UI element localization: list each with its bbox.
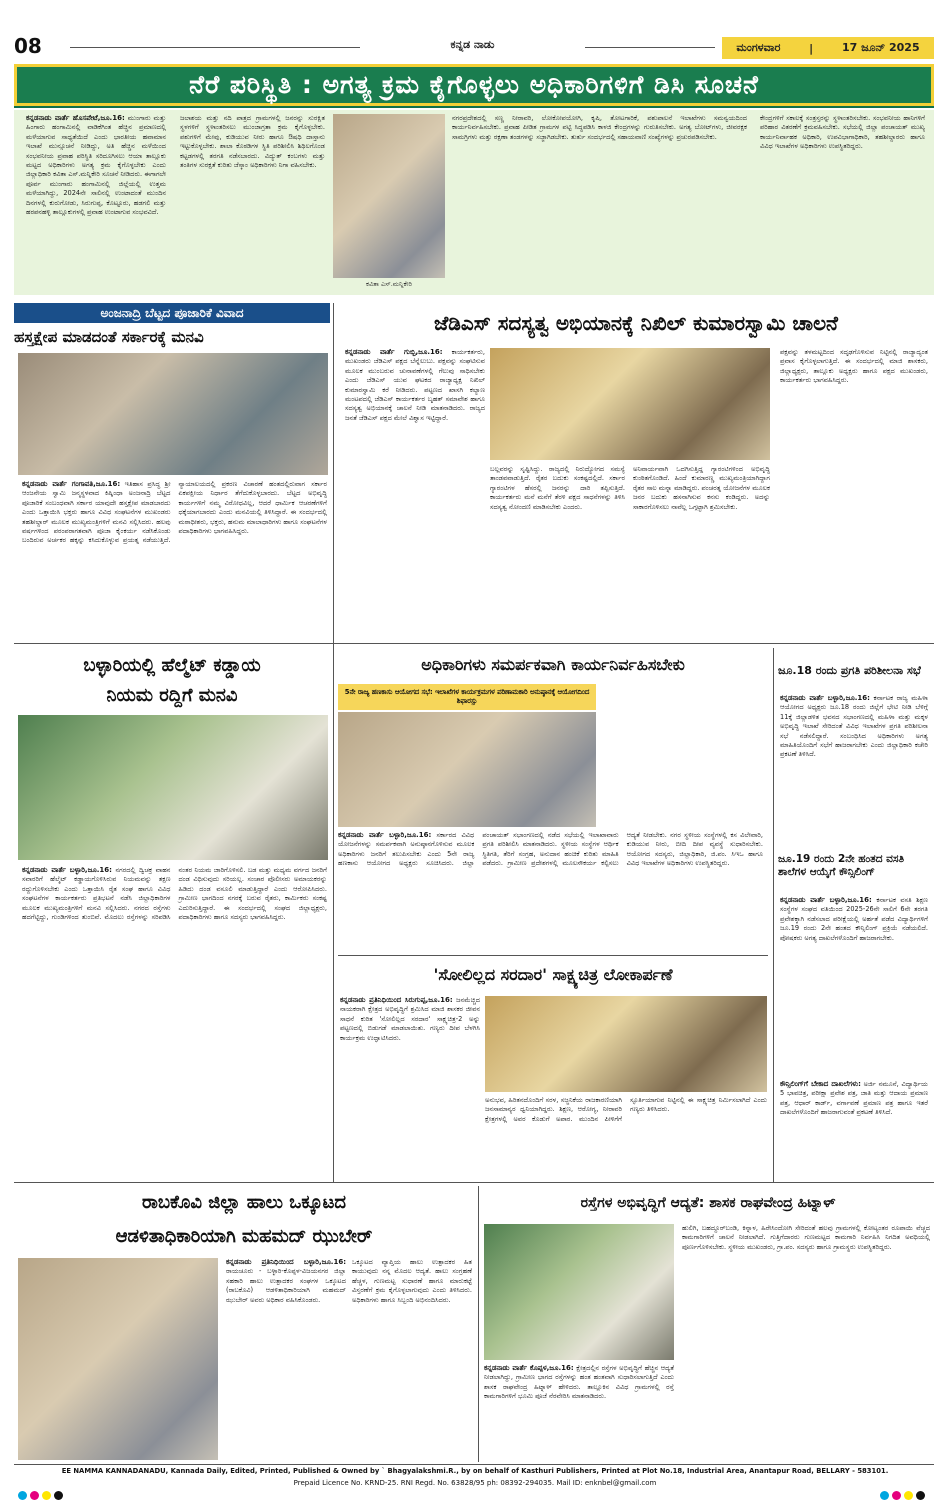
- hostel-contacts-block: [780, 1080, 928, 1176]
- black-mark: [54, 1491, 63, 1500]
- sardar-body-1: ಜನಮೆಚ್ಚಿದ ನಾಯಕರಾಗಿ ಕ್ಷೇತ್ರದ ಅಭಿವೃದ್ಧಿಗೆ ಶ್ರಮಿಸಿದ ಮಾಜಿ ಶಾಸಕರ ಜೀವನ ಸಾಧನೆ ಕುರಿತ 'ಸೋಲಿಲ್ಲದ ಸರದಾರ' ಸಾಕ್ಷ್ಯಚಿತ್ರ-2 ಅನ್ನು ಪಟ್ಟಣದಲ್ಲಿ ಬಿಡುಗಡೆ ಮಾಡಲಾಯಿತು. ಗಣ್ಯರು ದೀಪ ಬೆಳಗಿಸಿ ಕಾರ್ಯಕ್ರಮ ಉದ್ಘಾಟಿಸಿದರು.: [340, 996, 480, 1042]
- jds-body-3: ಅನಿವಾರ್ಯವಾಗಿ ಒದಗಿಸುತ್ತಿದ್ದ ಗ್ಯಾರಂಟಿಗಳಿಂದ ಅಭಿವೃದ್ಧಿ ಕುಂಠಿತಗೊಂಡಿದೆ. ಹಿಂದೆ ಕುಮಾರಣ್ಣ ಮುಖ್ಯಮಂತ್ರಿಯಾಗಿದ್ದಾಗ ರೈತರ ಸಾಲ ಮನ್ನಾ ಮಾಡಿದ್ದರು. ಪಂಚರತ್ನ ಯೋಜನೆಗಳ ಮೂಲಕ ಜನರ ಬದುಕು ಹಸನಾಗಿಸುವ ಕನಸು ಕಂಡಿದ್ದರು. ಅದನ್ನು ಸಾಕಾರಗೊಳಿಸಲು ನಾವೆಲ್ಲ ಒಗ್ಗಟ್ಟಾಗಿ ಶ್ರಮಿಸಬೇಕು.: [633, 465, 770, 511]
- jds-photo: [490, 348, 770, 460]
- footer-licence: Prepaid Licence No. KRND-25. RNI Regd. No. 63828/95 ph: 08392-294035. Mail ID: enknbel@gmail.com: [293, 1479, 657, 1487]
- roads-body-1: ಕ್ಷೇತ್ರದಲ್ಲಿನ ರಸ್ತೆಗಳ ಅಭಿವೃದ್ಧಿಗೆ ಹೆಚ್ಚಿನ ಆದ್ಯತೆ ನೀಡಲಾಗಿದ್ದು, ಗ್ರಾಮೀಣ ಭಾಗದ ರಸ್ತೆಗಳನ್ನು ಹಂತ ಹಂತವಾಗಿ ಸುಧಾರಿಸಲಾಗುತ್ತಿದೆ ಎಂದು ಶಾಸಕ ರಾಘವೇಂದ್ರ ಹಿಟ್ನಾಳ್ ಹೇಳಿದರು. ತಾಲ್ಲೂಕಿನ ವಿವಿಧ ಗ್ರಾಮಗಳಲ್ಲಿ ರಸ್ತೆ ಕಾಮಗಾರಿಗಳಿಗೆ ಭೂಮಿ ಪೂಜೆ ನೆರವೇರಿಸಿ ಮಾತನಾಡಿದರು.: [484, 1364, 674, 1401]
- sardar-col-1: [340, 996, 480, 1176]
- date-divider: |: [809, 41, 814, 55]
- officers-subhead: 5ನೇ ರಾಜ್ಯ ಹಣಕಾಸು ಆಯೋಗದ ಸಭೆ: ಇಲಾಖೆಗಳ ಕಾರ್ಯಕ್ರಮಗಳ ಪರಿಣಾಮಕಾರಿ ಅನುಷ್ಠಾನಕ್ಕೆ ಆಯೋಗದಿಂದ ಶಿಫಾರಸ್ಸು: [338, 684, 596, 710]
- lead-body-4: ಕೇಂದ್ರಗಳಿಗೆ ಸಕಾಲಕ್ಕೆ ಸಂತ್ರಸ್ತರನ್ನು ಸ್ಥಳಾಂತರಿಸಬೇಕು. ಸಂಭವನೀಯ ಹಾನಿಗಳಿಗೆ ಪರಿಹಾರ ವಿತರಣೆಗೆ ಕ್ರಮವಹಿಸಬೇಕು. ಸಭೆಯಲ್ಲಿ ಜಿಲ್ಲಾ ಪಂಚಾಯತ್ ಮುಖ್ಯ ಕಾರ್ಯನಿರ್ವಾಹಕ ಅಧಿಕಾರಿ, ಉಪವಿಭಾಗಾಧಿಕಾರಿ, ತಹಶೀಲ್ದಾರರು ಹಾಗೂ ವಿವಿಧ ಇಲಾಖೆಗಳ ಅಧಿಕಾರಿಗಳು ಉಪಸ್ಥಿತರಿದ್ದರು.: [760, 114, 925, 151]
- anjanadri-kicker: ಅಂಜನಾದ್ರಿ ಬೆಟ್ಟದ ಪೂಜಾರಿಕೆ ವಿವಾದ: [100, 305, 244, 320]
- lead-headline-bar: [14, 64, 934, 108]
- jds-body-4: ಪಕ್ಷವನ್ನು ತಳಮಟ್ಟದಿಂದ ಸದೃಢಗೊಳಿಸುವ ನಿಟ್ಟಿನಲ್ಲಿ ರಾಜ್ಯಾದ್ಯಂತ ಪ್ರವಾಸ ಕೈಗೊಳ್ಳಲಾಗುತ್ತಿದೆ. ಈ ಸಂದರ್ಭದಲ್ಲಿ ಮಾಜಿ ಶಾಸಕರು, ಜಿಲ್ಲಾಧ್ಯಕ್ಷರು, ತಾಲ್ಲೂಕು ಅಧ್ಯಕ್ಷರು ಹಾಗೂ ಪಕ್ಷದ ಮುಖಂಡರು, ಕಾರ್ಯಕರ್ತರು ಭಾಗವಹಿಸಿದ್ದರು.: [780, 348, 928, 385]
- masthead-rule-right: [585, 47, 715, 48]
- sardar-headline: 'ಸೋಲಿಲ್ಲದ ಸರದಾರ' ಸಾಕ್ಷ್ಯಚಿತ್ರ ಲೋಕಾರ್ಪಣೆ: [433, 965, 673, 984]
- sardar-dateline: ಕನ್ನಡನಾಡು ಪ್ರತಿನಿಧಿಯಿಂದ ಸಿರುಗುಪ್ಪ,ಜೂ.16:: [340, 996, 453, 1004]
- milk-col-1: [226, 1258, 346, 1458]
- hostel-contacts-label: ಕೌನ್ಸಿಲಿಂಗ್‌ಗೆ ಬೇಕಾದ ದಾಖಲೆಗಳು:: [780, 1080, 861, 1088]
- milk-headline-2: ಆಡಳಿತಾಧಿಕಾರಿಯಾಗಿ ಮಹಮದ್ ಝುಬೇರ್: [115, 1225, 373, 1247]
- roads-body-2: ಹುಲಿಗಿ, ಬಹದ್ದೂರ್‌ಬಂಡಿ, ಕಿನ್ನಾಳ, ಹಿರೇಸಿಂದೋಗಿ ಸೇರಿದಂತೆ ಹಲವು ಗ್ರಾಮಗಳಲ್ಲಿ ಕೋಟ್ಯಂತರ ರೂಪಾಯಿ ವೆಚ್ಚದ ಕಾಮಗಾರಿಗಳಿಗೆ ಚಾಲನೆ ನೀಡಲಾಗಿದೆ. ಗುತ್ತಿಗೆದಾರರು ಗುಣಮಟ್ಟದ ಕಾಮಗಾರಿ ನಿರ್ವಹಿಸಿ ನಿಗದಿತ ಅವಧಿಯಲ್ಲಿ ಪೂರ್ಣಗೊಳಿಸಬೇಕು. ಸ್ಥಳೀಯ ಮುಖಂಡರು, ಗ್ರಾ.ಪಂ. ಸದಸ್ಯರು ಹಾಗೂ ಗ್ರಾಮಸ್ಥರು ಉಪಸ್ಥಿತರಿದ್ದರು.: [682, 1224, 930, 1251]
- officers-headline: ಅಧಿಕಾರಿಗಳು ಸಮರ್ಪಕವಾಗಿ ಕಾರ್ಯನಿರ್ವಹಿಸಬೇಕು: [421, 655, 685, 674]
- lead-photo: [333, 114, 445, 278]
- anjanadri-photo: [18, 353, 328, 475]
- page-number: 08: [14, 34, 42, 58]
- cyan-mark: [18, 1491, 27, 1500]
- jds-col-2: [490, 465, 625, 637]
- date-block: [722, 37, 934, 59]
- anjanadri-dateline: ಕನ್ನಡನಾಡು ವಾರ್ತೆ ಗಂಗಾವತಿ,ಜೂ.16:: [22, 480, 121, 488]
- lead-headline: ನೆರೆ ಪರಿಸ್ಥಿತಿ : ಅಗತ್ಯ ಕ್ರಮ ಕೈಗೊಳ್ಳಲು ಅಧಿಕಾರಿಗಳಿಗೆ ಡಿಸಿ ಸೂಚನೆ: [17, 67, 931, 103]
- lead-col-1: [26, 114, 166, 292]
- black-mark: [916, 1491, 925, 1500]
- jds-col-4: [780, 348, 928, 636]
- registration-marks-left: [18, 1491, 63, 1500]
- progress-body: ಕರ್ನಾಟಕ ರಾಜ್ಯ ಮಹಿಳಾ ಆಯೋಗದ ಅಧ್ಯಕ್ಷರು ಜೂ.18 ರಂದು ಜಿಲ್ಲೆಗೆ ಭೇಟಿ ನೀಡಿ ಬೆಳಿಗ್ಗೆ 11ಕ್ಕೆ ಜಿಲ್ಲಾಡಳಿತ ಭವನದ ಸಭಾಂಗಣದಲ್ಲಿ ಮಹಿಳಾ ಮತ್ತು ಮಕ್ಕಳ ಅಭಿವೃದ್ಧಿ ಇಲಾಖೆ ಸೇರಿದಂತೆ ವಿವಿಧ ಇಲಾಖೆಗಳ ಪ್ರಗತಿ ಪರಿಶೀಲನಾ ಸಭೆ ನಡೆಸಲಿದ್ದಾರೆ. ಸಂಬಂಧಿಸಿದ ಅಧಿಕಾರಿಗಳು ಅಗತ್ಯ ಮಾಹಿತಿಯೊಂದಿಗೆ ಸಭೆಗೆ ಹಾಜರಾಗಬೇಕು ಎಂದು ಜಿಲ್ಲಾಧಿಕಾರಿ ಕಚೇರಿ ಪ್ರಕಟಣೆ ತಿಳಿಸಿದೆ.: [780, 694, 928, 759]
- officers-body-block: [338, 831, 763, 953]
- lead-col-2: [180, 114, 325, 292]
- jds-headline: ಜೆಡಿಎಸ್ ಸದಸ್ಯತ್ವ ಅಭಿಯಾನಕ್ಕೆ ನಿಖಿಲ್ ಕುಮಾರಸ್ವಾಮಿ ಚಾಲನೆ: [434, 311, 838, 335]
- magenta-mark: [892, 1491, 901, 1500]
- sardar-body-block: [485, 1096, 767, 1176]
- milk-col-2: [352, 1258, 472, 1458]
- yellow-mark: [904, 1491, 913, 1500]
- roads-col-2: [682, 1224, 930, 1460]
- lead-dateline: ಕನ್ನಡನಾಡು ವಾರ್ತೆ ಹೊಸಪೇಟೆ,ಜೂ.16:: [26, 114, 125, 122]
- helmet-dateline: ಕನ್ನಡನಾಡು ವಾರ್ತೆ ಬಳ್ಳಾರಿ,ಜೂ.16:: [22, 866, 112, 874]
- milk-photo: [18, 1258, 218, 1460]
- column-rule: [333, 303, 334, 1183]
- lead-col-4: [760, 114, 925, 292]
- progress-dateline: ಕನ್ನಡನಾಡು ವಾರ್ತೆ ಬಳ್ಳಾರಿ,ಜೂ.16:: [780, 694, 870, 702]
- paper-name-logo: ಕನ್ನಡ ನಾಡು: [450, 38, 495, 51]
- hostel-body: ಕರ್ನಾಟಕ ವಸತಿ ಶಿಕ್ಷಣ ಸಂಸ್ಥೆಗಳ ಸಂಘದ ವತಿಯಿಂದ 2025-26ನೇ ಸಾಲಿಗೆ 6ನೇ ತರಗತಿ ಪ್ರವೇಶಕ್ಕಾಗಿ ನಡೆಸಲಾದ ಪರೀಕ್ಷೆಯಲ್ಲಿ ಅರ್ಹತೆ ಪಡೆದ ವಿದ್ಯಾರ್ಥಿಗಳಿಗೆ ಜೂ.19 ರಂದು 2ನೇ ಹಂತದ ಕೌನ್ಸಿಲಿಂಗ್ ಪ್ರಕ್ರಿಯೆ ನಡೆಯಲಿದೆ. ಪೋಷಕರು ಅಗತ್ಯ ದಾಖಲೆಗಳೊಂದಿಗೆ ಹಾಜರಾಗಬೇಕು.: [780, 896, 928, 942]
- roads-photo: [484, 1224, 674, 1360]
- lead-body-3: ನಗರಪ್ರದೇಶದಲ್ಲಿ ಸಣ್ಣ ನೀರಾವರಿ, ಲೋಕೋಪಯೋಗಿ, ಕೃಷಿ, ತೋಟಗಾರಿಕೆ, ಪಶುಪಾಲನೆ ಇಲಾಖೆಗಳು ಸಮನ್ವಯದಿಂದ ಕಾರ್ಯನಿರ್ವಹಿಸಬೇಕು. ಪ್ರವಾಹ ಪೀಡಿತ ಗ್ರಾಮಗಳ ಪಟ್ಟಿ ಸಿದ್ಧಪಡಿಸಿ ಕಾಳಜಿ ಕೇಂದ್ರಗಳನ್ನು ಗುರುತಿಸಬೇಕು. ಅಗತ್ಯ ಬೋಟ್‌ಗಳು, ಜೀವರಕ್ಷಕ ಸಾಮಗ್ರಿಗಳು ಮತ್ತು ರಕ್ಷಣಾ ತಂಡಗಳನ್ನು ಸಜ್ಜಾಗಿಡಬೇಕು. ತುರ್ತು ಸಂದರ್ಭದಲ್ಲಿ ಸಹಾಯವಾಣಿ ಸಂಖ್ಯೆಗಳನ್ನು ಪ್ರಚುರಪಡಿಸಬೇಕು.: [452, 114, 747, 141]
- anjanadri-kicker-bar: [14, 303, 330, 323]
- hostel-headline: ಜೂ.19 ರಂದು 2ನೇ ಹಂತದ ವಸತಿ ಶಾಲೆಗಳ ಆಯ್ಕೆಗೆ ಕೌನ್ಸಿಲಿಂಗ್: [778, 853, 905, 878]
- milk-headline-1: ರಾಬಕೊವಿ ಜಿಲ್ಲಾ ಹಾಲು ಒಕ್ಕೂಟದ: [141, 1191, 347, 1213]
- registration-marks-right: [880, 1491, 925, 1500]
- section-rule: [338, 955, 768, 956]
- officers-dateline: ಕನ್ನಡನಾಡು ವಾರ್ತೆ ಬಳ್ಳಾರಿ,ಜೂ.16:: [338, 831, 432, 839]
- column-rule: [478, 1186, 479, 1462]
- jds-col-3: [633, 465, 770, 637]
- footer-rule: [14, 1464, 934, 1465]
- magenta-mark: [30, 1491, 39, 1500]
- anjanadri-headline: ಹಸ್ತಕ್ಷೇಪ ಮಾಡದಂತೆ ಸರ್ಕಾರಕ್ಕೆ ಮನವಿ: [14, 328, 204, 346]
- roads-headline: ರಸ್ತೆಗಳ ಅಭಿವೃದ್ಧಿಗೆ ಆದ್ಯತೆ: ಶಾಸಕ ರಾಘವೇಂದ್ರ ಹಿಟ್ನಾಳ್: [580, 1195, 836, 1211]
- section-rule: [14, 643, 934, 644]
- helmet-headline-2: ನಿಯಮ ರದ್ದಿಗೆ ಮನವಿ: [106, 684, 238, 706]
- masthead-rule: [70, 47, 360, 48]
- helmet-photo: [18, 715, 328, 860]
- lead-body-2: ಜಲಾಶಯ ಮತ್ತು ನದಿ ಪಾತ್ರದ ಗ್ರಾಮಗಳಲ್ಲಿ ಜನರನ್ನು ಸುರಕ್ಷಿತ ಸ್ಥಳಗಳಿಗೆ ಸ್ಥಳಾಂತರಿಸಲು ಮುಂಜಾಗ್ರತಾ ಕ್ರಮ ಕೈಗೊಳ್ಳಬೇಕು. ಪಶುಗಳಿಗೆ ಮೇವು, ಕುಡಿಯುವ ನೀರು ಹಾಗೂ ಔಷಧಿ ದಾಸ್ತಾನು ಇಟ್ಟುಕೊಳ್ಳಬೇಕು. ಶಾಲಾ ಕೊಠಡಿಗಳ ಸ್ಥಿತಿ ಪರಿಶೀಲಿಸಿ ಶಿಥಿಲಗೊಂಡ ಕಟ್ಟಡಗಳಲ್ಲಿ ತರಗತಿ ನಡೆಸಬಾರದು. ವಿದ್ಯುತ್ ಕಂಬಗಳು ಮತ್ತು ತಂತಿಗಳ ಸುರಕ್ಷತೆ ಕುರಿತು ಜೆಸ್ಕಾಂ ಅಧಿಕಾರಿಗಳು ನಿಗಾ ವಹಿಸಬೇಕು.: [180, 114, 325, 170]
- hostel-dateline: ಕನ್ನಡನಾಡು ವಾರ್ತೆ ಬಳ್ಳಾರಿ,ಜೂ.16:: [780, 896, 872, 904]
- milk-body-2: ಒಕ್ಕೂಟದ ವ್ಯಾಪ್ತಿಯ ಹಾಲು ಉತ್ಪಾದಕರ ಹಿತ ಕಾಯುವುದು ನನ್ನ ಮೊದಲ ಆದ್ಯತೆ. ಹಾಲು ಸಂಗ್ರಹಣೆ ಹೆಚ್ಚಳ, ಗುಣಮಟ್ಟ ಸುಧಾರಣೆ ಹಾಗೂ ಮಾರುಕಟ್ಟೆ ವಿಸ್ತರಣೆಗೆ ಕ್ರಮ ಕೈಗೊಳ್ಳಲಾಗುವುದು ಎಂದು ತಿಳಿಸಿದರು. ಅಧಿಕಾರಿಗಳು ಹಾಗೂ ಸಿಬ್ಬಂದಿ ಅಭಿನಂದಿಸಿದರು.: [352, 1258, 472, 1304]
- helmet-body: ನಗರದಲ್ಲಿ ದ್ವಿಚಕ್ರ ವಾಹನ ಸವಾರರಿಗೆ ಹೆಲ್ಮೆಟ್ ಕಡ್ಡಾಯಗೊಳಿಸಿರುವ ನಿಯಮವನ್ನು ತಕ್ಷಣ ರದ್ದುಗೊಳಿಸಬೇಕು ಎಂದು ಒತ್ತಾಯಿಸಿ ರೈತ ಸಂಘ ಹಾಗೂ ವಿವಿಧ ಸಂಘಟನೆಗಳ ಕಾರ್ಯಕರ್ತರು ಪ್ರತಿಭಟನೆ ನಡೆಸಿ ಜಿಲ್ಲಾಧಿಕಾರಿಗಳ ಮೂಲಕ ಮುಖ್ಯಮಂತ್ರಿಗಳಿಗೆ ಮನವಿ ಸಲ್ಲಿಸಿದರು. ನಗರದ ರಸ್ತೆಗಳು ಹದಗೆಟ್ಟಿದ್ದು, ಗುಂಡಿಗಳಿಂದ ತುಂಬಿವೆ. ಮೊದಲು ರಸ್ತೆಗಳನ್ನು ಸರಿಪಡಿಸಿ ನಂತರ ನಿಯಮ ಜಾರಿಗೊಳಿಸಲಿ. ಬಡ ಮತ್ತು ಮಧ್ಯಮ ವರ್ಗದ ಜನರಿಗೆ ದಂಡ ವಿಧಿಸುವುದು ಸರಿಯಲ್ಲ. ಸಂಚಾರ ಪೊಲೀಸರು ಅಮಾಯಕರನ್ನು ಹಿಡಿದು ದಂಡ ವಸೂಲಿ ಮಾಡುತ್ತಿದ್ದಾರೆ ಎಂದು ಆರೋಪಿಸಿದರು. ಗ್ರಾಮೀಣ ಭಾಗದಿಂದ ನಗರಕ್ಕೆ ಬರುವ ರೈತರು, ಕಾರ್ಮಿಕರು ಸಂಕಷ್ಟ ಎದುರಿಸುತ್ತಿದ್ದಾರೆ. ಈ ಸಂದರ್ಭದಲ್ಲಿ ಸಂಘದ ಜಿಲ್ಲಾಧ್ಯಕ್ಷರು, ಪದಾಧಿಕಾರಿಗಳು ಹಾಗೂ ಸದಸ್ಯರು ಭಾಗವಹಿಸಿದ್ದರು.: [22, 866, 327, 922]
- roads-dateline: ಕನ್ನಡನಾಡು ವಾರ್ತೆ ಕೊಪ್ಪಳ,ಜೂ.16:: [484, 1364, 574, 1372]
- lead-col-3: [452, 114, 747, 292]
- jds-col-1: [345, 348, 485, 636]
- officers-photo: [338, 712, 596, 827]
- footer-imprint: EE NAMMA KANNADANADU, Kannada Daily, Edited, Printed, Published & Owned by ` Bhagyalakshmi.R., by on behalf of Kasthuri Publishers, Printed at Plot No.18, Industrial Area, Anantapur Road, BELLARY - 583101.: [61, 1467, 889, 1475]
- hostel-contacts: ಅರ್ಜಿ ನಮೂನೆ, ವಿದ್ಯಾರ್ಥಿಯ 5 ಭಾವಚಿತ್ರ, ಪರೀಕ್ಷಾ ಪ್ರವೇಶ ಪತ್ರ, ಜಾತಿ ಮತ್ತು ಆದಾಯ ಪ್ರಮಾಣ ಪತ್ರ, ಆಧಾರ್ ಕಾರ್ಡ್, ವರ್ಗಾವಣೆ ಪ್ರಮಾಣ ಪತ್ರ ಹಾಗೂ ಇತರೆ ದಾಖಲೆಗಳೊಂದಿಗೆ ಹಾಜರಾಗುವಂತೆ ಪ್ರಕಟಣೆ ತಿಳಿಸಿದೆ.: [780, 1080, 928, 1117]
- milk-dateline: ಕನ್ನಡನಾಡು ಪ್ರತಿನಿಧಿಯಿಂದ ಬಳ್ಳಾರಿ,ಜೂ.16:: [226, 1258, 346, 1266]
- officers-body: ಸರ್ಕಾರದ ವಿವಿಧ ಯೋಜನೆಗಳನ್ನು ಸಮರ್ಪಕವಾಗಿ ಅನುಷ್ಠಾನಗೊಳಿಸುವ ಮೂಲಕ ಅಧಿಕಾರಿಗಳು ಜನರಿಗೆ ತಲುಪಿಸಬೇಕು ಎಂದು 5ನೇ ರಾಜ್ಯ ಹಣಕಾಸು ಆಯೋಗದ ಅಧ್ಯಕ್ಷರು ಸೂಚಿಸಿದರು. ಜಿಲ್ಲಾ ಪಂಚಾಯತ್ ಸಭಾಂಗಣದಲ್ಲಿ ನಡೆದ ಸಭೆಯಲ್ಲಿ ಇಲಾಖಾವಾರು ಪ್ರಗತಿ ಪರಿಶೀಲಿಸಿ ಮಾತನಾಡಿದರು. ಸ್ಥಳೀಯ ಸಂಸ್ಥೆಗಳ ಆರ್ಥಿಕ ಸ್ಥಿತಿಗತಿ, ತೆರಿಗೆ ಸಂಗ್ರಹ, ಅನುದಾನ ಹಂಚಿಕೆ ಕುರಿತು ಮಾಹಿತಿ ಪಡೆದರು. ಗ್ರಾಮೀಣ ಪ್ರದೇಶಗಳಲ್ಲಿ ಮೂಲಸೌಕರ್ಯ ಕಲ್ಪಿಸಲು ಆದ್ಯತೆ ನೀಡಬೇಕು. ನಗರ ಸ್ಥಳೀಯ ಸಂಸ್ಥೆಗಳಲ್ಲಿ ಕಸ ವಿಲೇವಾರಿ, ಕುಡಿಯುವ ನೀರು, ಬೀದಿ ದೀಪ ವ್ಯವಸ್ಥೆ ಸುಧಾರಿಸಬೇಕು. ಆಯೋಗದ ಸದಸ್ಯರು, ಜಿಲ್ಲಾಧಿಕಾರಿ, ಜಿ.ಪಂ. ಸಿಇಒ ಹಾಗೂ ವಿವಿಧ ಇಲಾಖೆಗಳ ಅಧಿಕಾರಿಗಳು ಉಪಸ್ಥಿತರಿದ್ದರು.: [338, 831, 763, 868]
- progress-headline: ಜೂ.18 ರಂದು ಪ್ರಗತಿ ಪರಿಶೀಲನಾ ಸಭೆ: [778, 664, 921, 677]
- hostel-body-block: [780, 896, 928, 1076]
- jds-body-1: ಕಾರ್ಯಕರ್ತರು, ಮುಖಂಡರು ಜೆಡಿಎಸ್ ಪಕ್ಷದ ಬೆನ್ನೆಲುಬು. ಪಕ್ಷವನ್ನು ಸಂಘಟಿಸುವ ಮೂಲಕ ಮುಂಬರುವ ಚುನಾವಣೆಗಳಲ್ಲಿ ಗೆಲುವು ಸಾಧಿಸಬೇಕು ಎಂದು ಜೆಡಿಎಸ್ ಯುವ ಘಟಕದ ರಾಜ್ಯಾಧ್ಯಕ್ಷ ನಿಖಿಲ್ ಕುಮಾರಸ್ವಾಮಿ ಕರೆ ನೀಡಿದರು. ಪಟ್ಟಣದ ಖಾಸಗಿ ಕಲ್ಯಾಣ ಮಂಟಪದಲ್ಲಿ ಜೆಡಿಎಸ್ ಕಾರ್ಯಕರ್ತರ ಬೃಹತ್ ಸಮಾವೇಶ ಹಾಗೂ ಸದಸ್ಯತ್ವ ಅಭಿಯಾನಕ್ಕೆ ಚಾಲನೆ ನೀಡಿ ಮಾತನಾಡಿದರು. ರಾಜ್ಯದ ಜನತೆ ಜೆಡಿಎಸ್ ಪಕ್ಷದ ಮೇಲೆ ವಿಶ್ವಾಸ ಇಟ್ಟಿದ್ದಾರೆ.: [345, 348, 485, 422]
- jds-body-2: ಬಲ್ಲವರನ್ನು ಸೃಷ್ಟಿಸಿದ್ದು. ರಾಜ್ಯದಲ್ಲಿ ನಿರುದ್ಯೋಗದ ಸಮಸ್ಯೆ ತಾಂಡವವಾಡುತ್ತಿದೆ. ರೈತರ ಬದುಕು ಸಂಕಷ್ಟದಲ್ಲಿದೆ. ಸರ್ಕಾರ ಗ್ಯಾರಂಟಿಗಳ ಹೆಸರಲ್ಲಿ ಜನರನ್ನು ದಾರಿ ತಪ್ಪಿಸುತ್ತಿದೆ. ಕಾರ್ಯಕರ್ತರು ಮನೆ ಮನೆಗೆ ತೆರಳಿ ಪಕ್ಷದ ಸಾಧನೆಗಳನ್ನು ತಿಳಿಸಿ ಸದಸ್ಯತ್ವ ನೋಂದಣಿ ಮಾಡಿಸಬೇಕು ಎಂದರು.: [490, 465, 625, 511]
- lead-photo-caption: ಕವಿತಾ ಎಸ್.ಮನ್ನಿಕೇರಿ: [366, 280, 412, 288]
- milk-body-1: ರಾಯಚೂರು - ಬಳ್ಳಾರಿ-ಕೊಪ್ಪಳ-ವಿಜಯನಗರ ಜಿಲ್ಲಾ ಸಹಕಾರಿ ಹಾಲು ಉತ್ಪಾದಕರ ಸಂಘಗಳ ಒಕ್ಕೂಟದ (ರಾಬಕೊವಿ) ಆಡಳಿತಾಧಿಕಾರಿಯಾಗಿ ಮಹಮದ್ ಝುಬೇರ್ ಅವರು ಅಧಿಕಾರ ವಹಿಸಿಕೊಂಡರು.: [226, 1267, 346, 1304]
- column-rule: [773, 648, 774, 1183]
- helmet-body-block: [22, 866, 327, 1176]
- weekday: ಮಂಗಳವಾರ: [736, 41, 781, 54]
- jds-dateline: ಕನ್ನಡನಾಡು ವಾರ್ತೆ ಗುಬ್ಬಿ,ಜೂ.16:: [345, 348, 443, 356]
- issue-date: 17 ಜೂನ್ 2025: [841, 41, 920, 54]
- sardar-body-2: ಅನುಭವ, ಹಿರಿತನದೊಂದಿಗೆ ಸರಳ, ಸಜ್ಜನಿಕೆಯ ರಾಜಕಾರಣಿಯಾಗಿ ಜನಸಾಮಾನ್ಯರ ಧ್ವನಿಯಾಗಿದ್ದರು. ಶಿಕ್ಷಣ, ಆರೋಗ್ಯ, ನೀರಾವರಿ ಕ್ಷೇತ್ರಗಳಲ್ಲಿ ಅವರ ಕೊಡುಗೆ ಅಪಾರ. ಮುಂದಿನ ಪೀಳಿಗೆಗೆ ಸ್ಫೂರ್ತಿಯಾಗುವ ನಿಟ್ಟಿನಲ್ಲಿ ಈ ಸಾಕ್ಷ್ಯಚಿತ್ರ ನಿರ್ಮಿಸಲಾಗಿದೆ ಎಂದು ಗಣ್ಯರು ತಿಳಿಸಿದರು.: [485, 1096, 767, 1123]
- section-rule: [14, 1182, 934, 1183]
- anjanadri-body: ಇತಿಹಾಸ ಪ್ರಸಿದ್ಧ ಶ್ರೀ ಆಂಜನೇಯ ಸ್ವಾಮಿ ಜನ್ಮಸ್ಥಳವಾದ ಕಿಷ್ಕಿಂಧಾ ಅಂಜನಾದ್ರಿ ಬೆಟ್ಟದ ಪೂಜಾರಿಕೆ ಸಂಬಂಧವಾಗಿ ಸರ್ಕಾರ ಯಾವುದೇ ಹಸ್ತಕ್ಷೇಪ ಮಾಡಬಾರದು ಎಂದು ಒತ್ತಾಯಿಸಿ ಭಕ್ತರು ಹಾಗೂ ವಿವಿಧ ಸಂಘಟನೆಗಳ ಮುಖಂಡರು ತಹಶೀಲ್ದಾರ್ ಮೂಲಕ ಮುಖ್ಯಮಂತ್ರಿಗಳಿಗೆ ಮನವಿ ಸಲ್ಲಿಸಿದರು. ಹಲವು ವರ್ಷಗಳಿಂದ ಪರಂಪರಾಗತವಾಗಿ ಪೂಜಾ ಕೈಂಕರ್ಯ ನಡೆಸಿಕೊಂಡು ಬಂದಿರುವ ಅರ್ಚಕರ ಹಕ್ಕನ್ನು ಕಸಿದುಕೊಳ್ಳುವ ಪ್ರಯತ್ನ ನಡೆಯುತ್ತಿದೆ. ನ್ಯಾಯಾಲಯದಲ್ಲಿ ಪ್ರಕರಣ ವಿಚಾರಣೆ ಹಂತದಲ್ಲಿರುವಾಗ ಸರ್ಕಾರ ಏಕಪಕ್ಷೀಯ ನಿರ್ಧಾರ ತೆಗೆದುಕೊಳ್ಳಬಾರದು. ಬೆಟ್ಟದ ಅಭಿವೃದ್ಧಿ ಕಾರ್ಯಗಳಿಗೆ ನಮ್ಮ ವಿರೋಧವಿಲ್ಲ, ಆದರೆ ಧಾರ್ಮಿಕ ಆಚರಣೆಗಳಿಗೆ ಧಕ್ಕೆಯಾಗಬಾರದು ಎಂದು ಮನವಿಯಲ್ಲಿ ತಿಳಿಸಿದ್ದಾರೆ. ಈ ಸಂದರ್ಭದಲ್ಲಿ ಮಠಾಧೀಶರು, ಭಕ್ತರು, ಹನುಮ ಮಾಲಾಧಾರಿಗಳು ಹಾಗೂ ಸಂಘಟನೆಗಳ ಪದಾಧಿಕಾರಿಗಳು ಭಾಗವಹಿಸಿದ್ದರು.: [22, 480, 327, 545]
- cyan-mark: [880, 1491, 889, 1500]
- lead-body-1: ಮುಂಗಾರು ಮತ್ತು ಹಿಂಗಾರು ಹಂಗಾಮಿನಲ್ಲಿ ವಾಡಿಕೆಗಿಂತ ಹೆಚ್ಚಿನ ಪ್ರಮಾಣದಲ್ಲಿ ಮಳೆಯಾಗುವ ಸಾಧ್ಯತೆಯಿದೆ ಎಂದು ಭಾರತೀಯ ಹವಾಮಾನ ಇಲಾಖೆ ಮುನ್ಸೂಚನೆ ನೀಡಿದ್ದು, ಅತಿ ಹೆಚ್ಚಿನ ಮಳೆಯಿಂದ ಸಂಭವನೀಯ ಪ್ರವಾಹ ಪರಿಸ್ಥಿತಿ ಸರಿದೂಗಿಸಲು ಆಯಾ ತಾಲ್ಲೂಕು ಮಟ್ಟದ ಅಧಿಕಾರಿಗಳು ಅಗತ್ಯ ಕ್ರಮ ಕೈಗೊಳ್ಳಬೇಕು ಎಂದು ಜಿಲ್ಲಾಧಿಕಾರಿ ಕವಿತಾ ಎಸ್.ಮನ್ನಿಕೇರಿ ಸೂಚನೆ ನೀಡಿದರು. ಈಗಾಗಲೇ ಪೂರ್ವ ಮುಂಗಾರು ಹಂಗಾಮಿನಲ್ಲಿ ಜಿಲ್ಲೆಯಲ್ಲಿ ಉತ್ತಮ ಮಳೆಯಾಗಿದ್ದು, 2024ನೇ ಸಾಲಿನಲ್ಲಿ ಉಂಟಾದಂತೆ ಮುಂದಿನ ದಿನಗಳಲ್ಲಿ ಕುರುಗೋಡು, ಸಿರುಗುಪ್ಪ, ಕೊಟ್ಟೂರು, ಹಡಗಲಿ ಮತ್ತು ಹರಪನಹಳ್ಳಿ ತಾಲ್ಲೂಕುಗಳಲ್ಲಿ ಪ್ರವಾಹ ಉಂಟಾಗುವ ಸಂಭವವಿದೆ.: [26, 114, 166, 217]
- anjanadri-body-block: [22, 480, 327, 640]
- roads-col-1: [484, 1364, 674, 1460]
- progress-body-block: [780, 694, 928, 834]
- sardar-photo: [485, 996, 767, 1092]
- yellow-mark: [42, 1491, 51, 1500]
- helmet-headline-1: ಬಳ್ಳಾರಿಯಲ್ಲಿ ಹೆಲ್ಮೆಟ್ ಕಡ್ಡಾಯ: [83, 654, 261, 676]
